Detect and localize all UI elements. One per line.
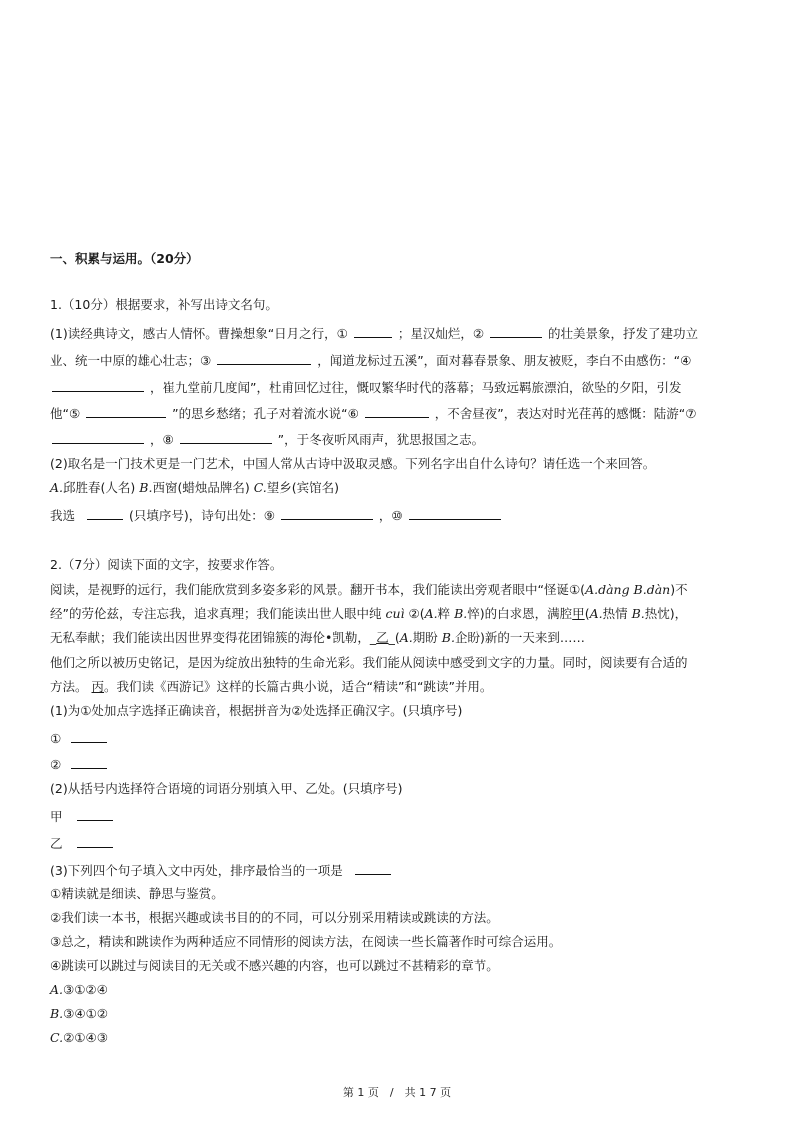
sentence-1: ①精读就是细读、静思与鉴赏。 bbox=[50, 886, 224, 901]
marker-bing: 丙 bbox=[91, 679, 105, 694]
q2-answer-2 bbox=[50, 756, 109, 773]
q2-text-line3 bbox=[50, 630, 585, 646]
answer-blank[interactable] bbox=[71, 756, 107, 769]
q2-text-line1 bbox=[50, 582, 688, 598]
marker-yi: 乙 bbox=[376, 630, 389, 645]
option-b bbox=[50, 1006, 108, 1022]
text: 他“⑤ bbox=[50, 406, 81, 421]
text: (1)读经典诗文，感古人情怀。曹操想象“日月之行，① bbox=[50, 326, 348, 341]
letter: C. bbox=[50, 1030, 64, 1045]
answer-blank[interactable] bbox=[77, 808, 113, 821]
text: ( bbox=[584, 606, 590, 621]
marker-jia: 甲 bbox=[572, 606, 585, 621]
sentence-4: ④跳读可以跳过与阅读目的无关或不感兴趣的内容，也可以跳过不甚精彩的章节。 bbox=[50, 958, 499, 973]
q2-sub1: (1)为①处加点字选择正确读音，根据拼音为②处选择正确汉字。(只填序号) bbox=[50, 703, 463, 718]
q1-part1-line3 bbox=[50, 379, 681, 396]
q2-text-line5 bbox=[50, 679, 492, 695]
q2-text-line2 bbox=[50, 606, 687, 622]
text: 期盼 bbox=[412, 630, 442, 645]
letter: A. bbox=[399, 630, 413, 645]
text: 粹 bbox=[437, 606, 455, 621]
text: 甲 bbox=[50, 809, 63, 824]
text: 乙 bbox=[50, 836, 63, 851]
answer-blank-9[interactable] bbox=[281, 507, 373, 520]
option-c-letter: C. bbox=[253, 480, 267, 495]
option-c bbox=[50, 1030, 108, 1046]
q2-text-line4: 他们之所以被历史铭记，是因为绽放出独特的生命光彩。我们能从阅读中感受到文字的力量。同时，阅读要有合适的 bbox=[50, 655, 688, 670]
pinyin: cuì bbox=[385, 606, 405, 621]
text: (3)下列四个句子填入文中丙处，排序最恰当的一项是 bbox=[50, 863, 343, 878]
q2-answer-1 bbox=[50, 730, 109, 747]
text: 经”的劳伦兹，专注忘我，追求真理；我们能读出世人眼中纯 bbox=[50, 606, 382, 621]
q2-answer-jia bbox=[50, 808, 115, 825]
text: ，崔九堂前几度闻”，杜甫回忆过往，慨叹繁华时代的落幕；马致远羁旅漂泊，欲坠的夕阳，引发 bbox=[149, 380, 682, 395]
text: ②①④③ bbox=[63, 1030, 108, 1045]
option-c: 望乡(宾馆名) bbox=[266, 480, 340, 495]
q2-sub2: (2)从括号内选择符合语境的词语分别填入甲、乙处。(只填序号) bbox=[50, 781, 403, 796]
text: ③④①② bbox=[63, 1006, 108, 1021]
text: ，不舍昼夜”，表达对时光荏苒的感慨：陆游“⑦ bbox=[434, 406, 697, 421]
q1-part2-line1: (2)取名是一门技术更是一门艺术，中国人常从古诗中汲取灵感。下列名字出自什么诗句？请任选一个来回答。 bbox=[50, 456, 656, 471]
answer-blank-10[interactable] bbox=[409, 507, 501, 520]
option-a-letter: A. bbox=[50, 480, 64, 495]
text: 热情 bbox=[602, 606, 632, 621]
text: ②( bbox=[408, 606, 425, 621]
option-a bbox=[50, 982, 108, 998]
q1-part1-line2 bbox=[50, 352, 691, 369]
letter: A. bbox=[50, 982, 64, 997]
letter: B. bbox=[441, 630, 455, 645]
text: 阅读，是视野的远行，我们能欣赏到多姿多彩的风景。翻开书本，我们能读出旁观者眼中“怪诞①( bbox=[50, 582, 586, 597]
section-title: 一、积累与运用。（20分） bbox=[50, 251, 199, 266]
page-footer: 第 1 页 / 共 1 7 页 bbox=[342, 1086, 452, 1099]
text: ，闻道龙标过五溪”，面对暮春景象、朋友被贬，李白不由感伤：“④ bbox=[317, 353, 692, 368]
text: 。我们读《西游记》这样的长篇古典小说，适合“精读”和“跳读”并用。 bbox=[104, 679, 493, 694]
option-b-letter: B. bbox=[139, 480, 153, 495]
sentence-2: ②我们读一本书，根据兴趣或读书目的的不同，可以分别采用精读或跳读的方法。 bbox=[50, 910, 499, 925]
answer-blank[interactable] bbox=[77, 835, 113, 848]
text: 我选 bbox=[50, 508, 76, 523]
sentence-3: ③总之，精读和跳读作为两种适应不同情形的阅读方法，在阅读一些长篇著作时可综合运用。 bbox=[50, 934, 562, 949]
answer-blank-5[interactable] bbox=[86, 405, 166, 418]
answer-blank-choice[interactable] bbox=[87, 507, 123, 520]
text: ② bbox=[50, 757, 62, 772]
answer-blank[interactable] bbox=[355, 862, 391, 875]
text: (只填序号)，诗句出处：⑨ bbox=[128, 508, 275, 523]
answer-blank-3[interactable] bbox=[217, 352, 311, 365]
q1-choice-line bbox=[50, 507, 503, 524]
letter: B. bbox=[631, 606, 645, 621]
text: 的壮美景象，抒发了建功立 bbox=[548, 326, 699, 341]
q2-stem: 2.（7分）阅读下面的文字，按要求作答。 bbox=[50, 557, 283, 572]
q1-part1-line1 bbox=[50, 325, 698, 342]
text: 悴)的白求恩，满腔 bbox=[467, 606, 573, 621]
text: ；星汉灿烂，② bbox=[397, 326, 485, 341]
answer-blank-4[interactable] bbox=[52, 379, 144, 392]
text: ③①②④ bbox=[63, 982, 108, 997]
answer-blank-6[interactable] bbox=[365, 405, 429, 418]
answer-blank-7[interactable] bbox=[52, 431, 144, 444]
pinyin-options: A.dàng B.dàn bbox=[585, 582, 671, 597]
q1-part1-line5 bbox=[50, 431, 484, 448]
option-b: 西窗(蜡烛品牌名) bbox=[152, 480, 250, 495]
q1-options bbox=[50, 480, 339, 496]
answer-blank-2[interactable] bbox=[490, 325, 542, 338]
q2-answer-yi bbox=[50, 835, 115, 852]
text: 无私奉献；我们能读出因世界变得花团锦簇的海伦•凯勒，_ bbox=[50, 630, 377, 645]
text: ”的思乡愁绪；孔子对着流水说“⑥ bbox=[172, 406, 359, 421]
q1-stem: 1.（10分）根据要求，补写出诗文名句。 bbox=[50, 297, 278, 312]
letter: A. bbox=[424, 606, 438, 621]
answer-blank-8[interactable] bbox=[180, 431, 272, 444]
answer-blank-1[interactable] bbox=[354, 325, 392, 338]
letter: B. bbox=[50, 1006, 64, 1021]
text: ，⑩ bbox=[378, 508, 403, 523]
text: )不 bbox=[670, 582, 688, 597]
letter: A. bbox=[589, 606, 603, 621]
answer-blank[interactable] bbox=[71, 730, 107, 743]
text: 热忱)， bbox=[644, 606, 688, 621]
text: 业、统一中原的雄心壮志；③ bbox=[50, 353, 212, 368]
text: _( bbox=[388, 630, 400, 645]
text: 方法。 bbox=[50, 679, 88, 694]
option-a: 邱胜春(人名) bbox=[63, 480, 136, 495]
text: 企盼)新的一天来到…… bbox=[454, 630, 585, 645]
text: ”，于冬夜听风雨声，犹思报国之志。 bbox=[277, 432, 485, 447]
text: ，⑧ bbox=[149, 432, 174, 447]
q1-part1-line4 bbox=[50, 405, 696, 422]
q2-sub3 bbox=[50, 862, 393, 879]
letter: B. bbox=[454, 606, 468, 621]
text: ① bbox=[50, 731, 62, 746]
